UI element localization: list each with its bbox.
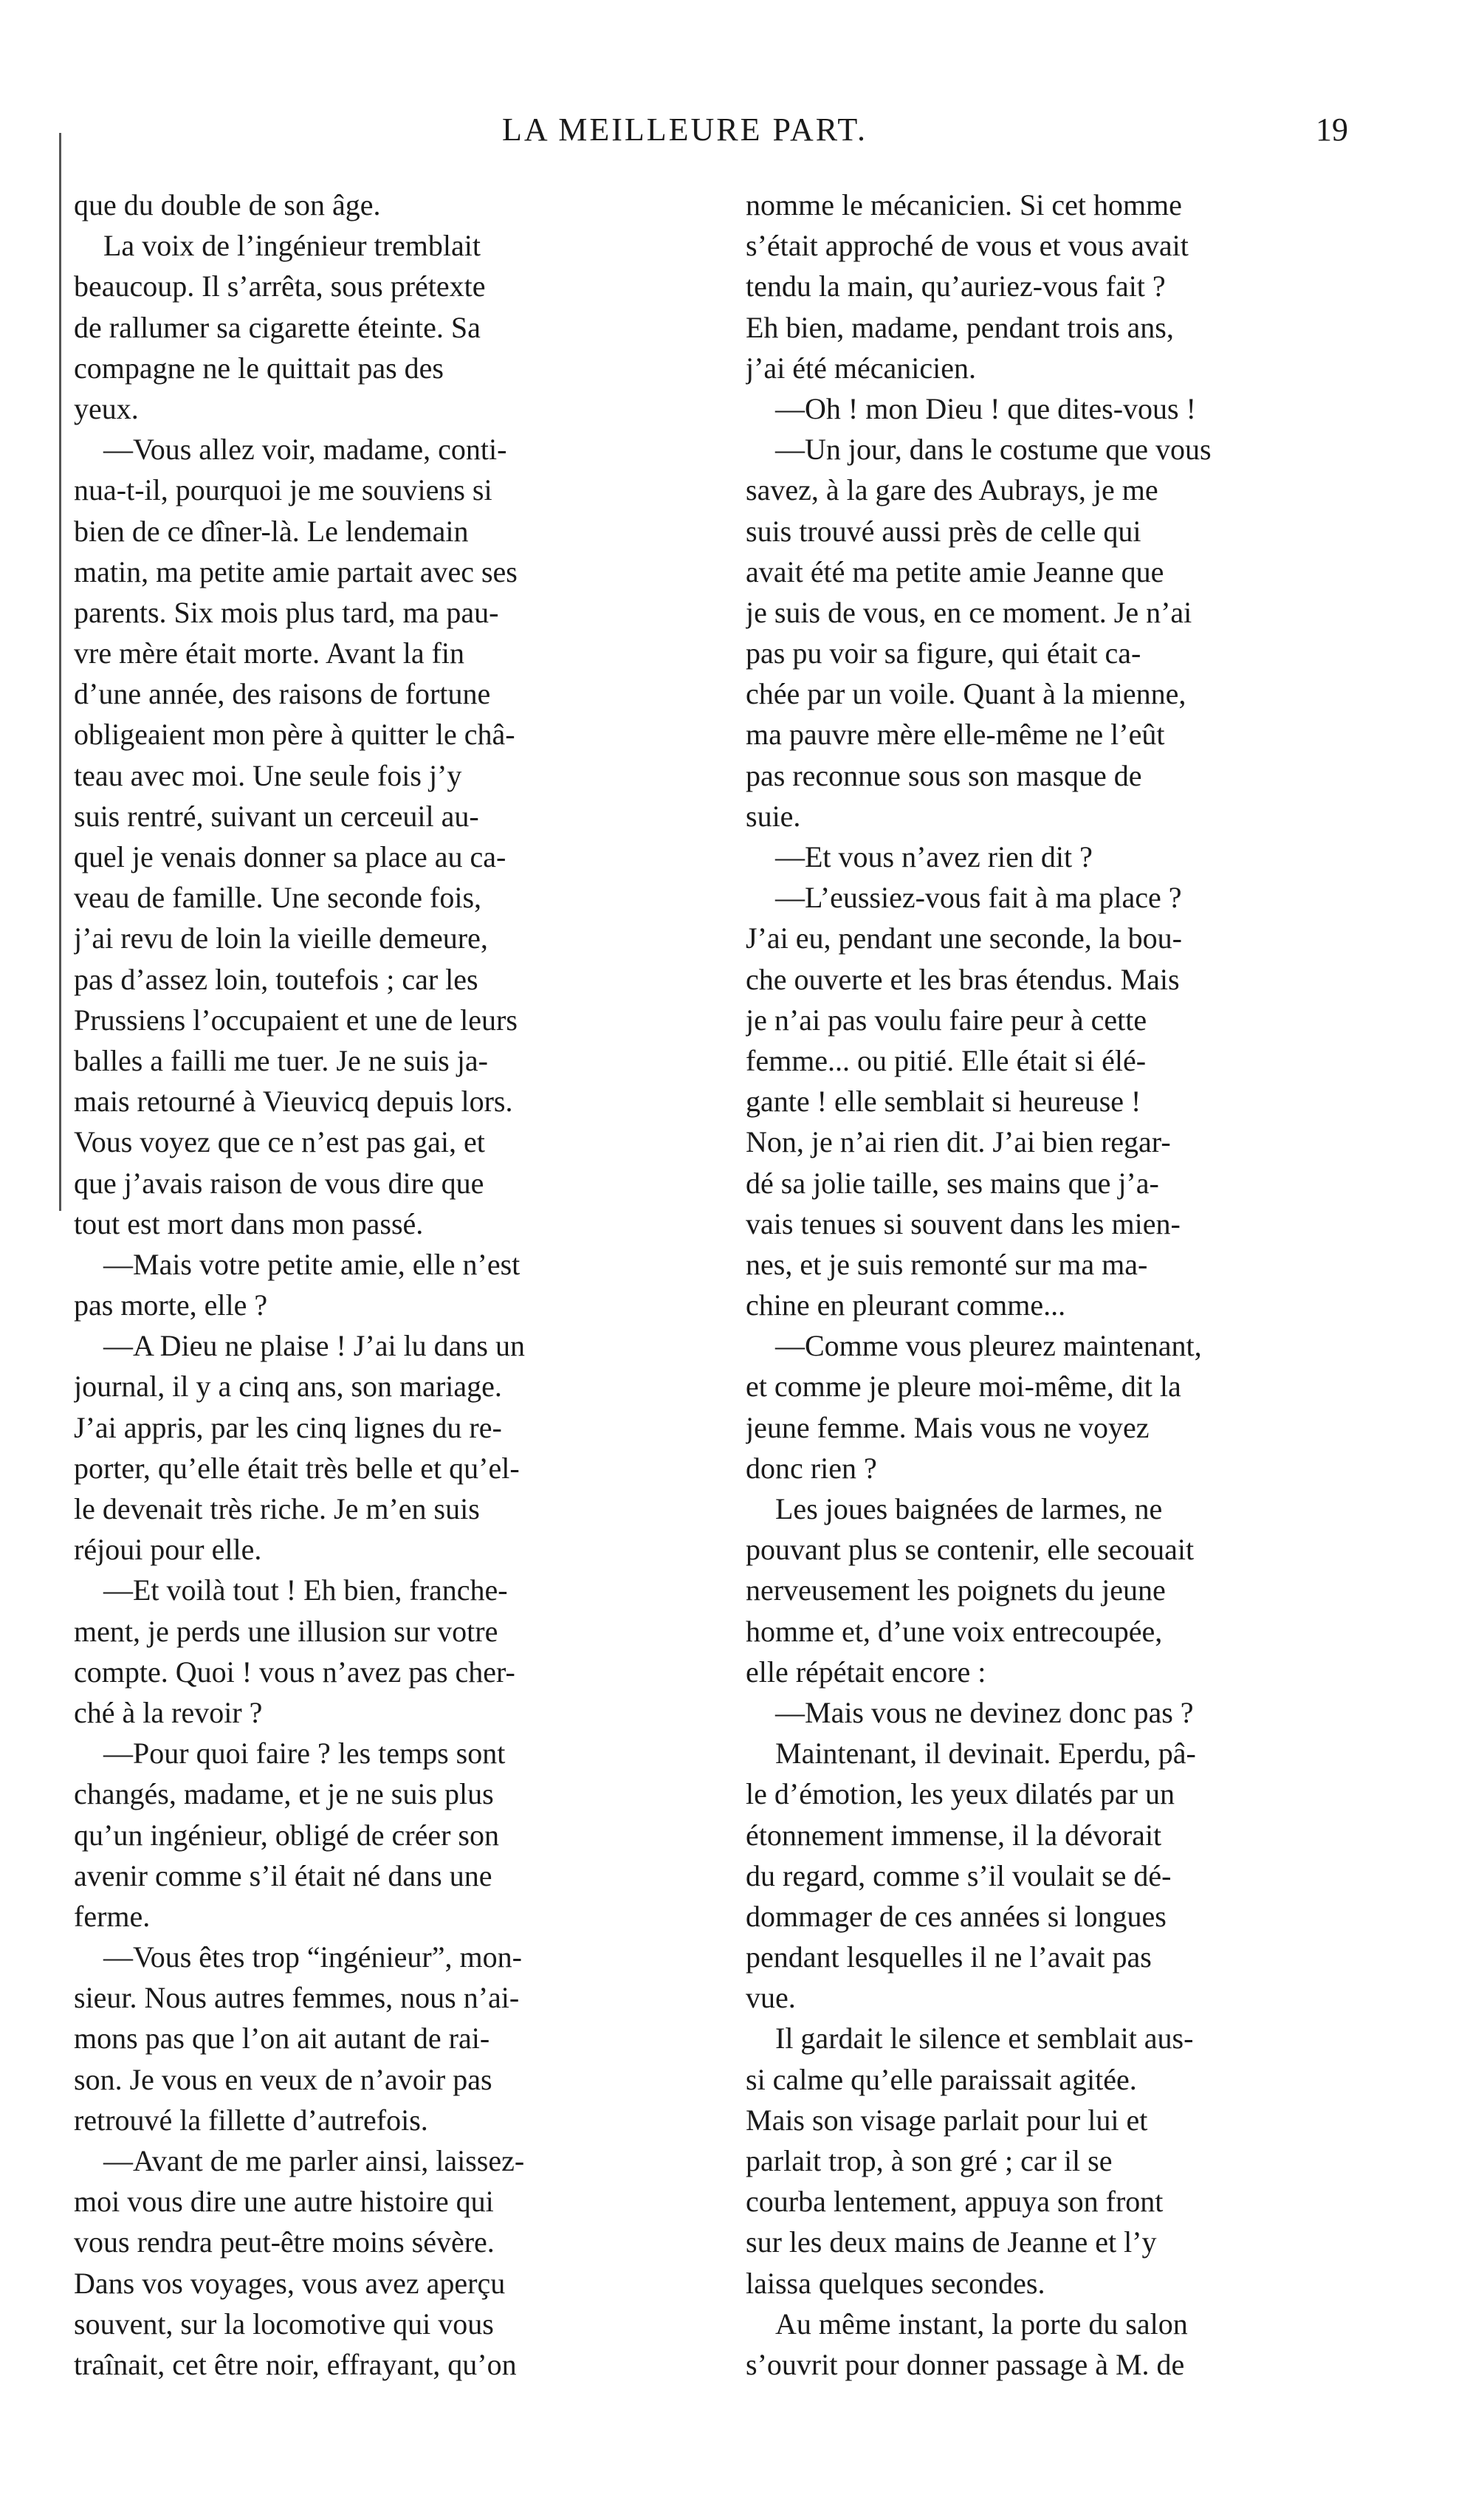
text-line: s’était approché de vous et vous avait [746, 229, 1189, 263]
text-line: quel je venais donner sa place au ca- [74, 840, 506, 873]
text-line: et comme je pleure moi-même, dit la [746, 1370, 1181, 1404]
text-line: Il gardait le silence et semblait aus- [775, 2022, 1194, 2056]
text-line: tendu la main, qu’auriez-vous fait ? [746, 269, 1166, 303]
text-line: retrouvé la fillette d’autrefois. [74, 2103, 428, 2137]
text-line: femme... ou pitié. Elle était si élé- [746, 1043, 1147, 1077]
text-line: —Vous allez voir, madame, conti- [103, 433, 507, 467]
text-line: teau avec moi. Une seule fois j’y [74, 758, 462, 792]
text-line: Vous voyez que ce n’est pas gai, et [74, 1125, 485, 1159]
text-line: nomme le mécanicien. Si cet homme [746, 188, 1182, 222]
text-line: j’ai revu de loin la vieille demeure, [74, 921, 488, 955]
text-line: La voix de l’ingénieur tremblait [103, 229, 481, 263]
text-line: —Pour quoi faire ? les temps sont [103, 1737, 506, 1771]
text-line: bien de ce dîner-là. Le lendemain [74, 514, 469, 548]
text-line: suis trouvé aussi près de celle qui [746, 514, 1141, 548]
text-line: pendant lesquelles il ne l’avait pas [746, 1940, 1152, 1974]
text-line: journal, il y a cinq ans, son mariage. [74, 1370, 502, 1404]
text-line: —Et vous n’avez rien dit ? [775, 840, 1093, 873]
text-line: matin, ma petite amie partait avec ses [74, 554, 518, 588]
text-line: son. Je vous en veux de n’avoir pas [74, 2062, 492, 2096]
text-line: porter, qu’elle était très belle et qu’el- [74, 1451, 520, 1485]
text-line: balles a failli me tuer. Je ne suis ja- [74, 1043, 488, 1077]
text-line: moi vous dire une autre histoire qui [74, 2185, 494, 2219]
text-line: ment, je perds une illusion sur votre [74, 1614, 498, 1648]
text-line: Dans vos voyages, vous avez aperçu [74, 2266, 506, 2300]
text-line: ma pauvre mère elle-même ne l’eût [746, 718, 1165, 752]
text-line: J’ai appris, par les cinq lignes du re- [74, 1410, 502, 1444]
text-line: s’ouvrit pour donner passage à M. de [746, 2347, 1185, 2381]
text-line: pas reconnue sous son masque de [746, 758, 1142, 792]
text-line: pas pu voir sa figure, qui était ca- [746, 636, 1141, 670]
text-line: elle répétait encore : [746, 1655, 986, 1689]
text-line: chine en pleurant comme... [746, 1288, 1066, 1322]
text-line: que j’avais raison de vous dire que [74, 1166, 484, 1200]
margin-rule [59, 133, 61, 1211]
text-line: réjoui pour elle. [74, 1533, 262, 1567]
text-line: le devenait très riche. Je m’en suis [74, 1492, 480, 1525]
text-line: —Mais vous ne devinez donc pas ? [775, 1695, 1194, 1729]
text-line: souvent, sur la locomotive qui vous [74, 2307, 494, 2341]
text-line: parlait trop, à son gré ; car il se [746, 2144, 1113, 2177]
text-line: obligeaient mon père à quitter le châ- [74, 718, 515, 752]
text-line: —L’eussiez-vous fait à ma place ? [775, 881, 1182, 915]
text-line: sur les deux mains de Jeanne et l’y [746, 2225, 1157, 2259]
text-line: savez, à la gare des Aubrays, je me [746, 473, 1158, 507]
text-line: gante ! elle semblait si heureuse ! [746, 1085, 1141, 1119]
text-line: pas morte, elle ? [74, 1288, 268, 1322]
text-line: nerveusement les poignets du jeune [746, 1573, 1166, 1607]
text-line: mais retourné à Vieuvicq depuis lors. [74, 1085, 513, 1119]
text-line: Non, je n’ai rien dit. J’ai bien regar- [746, 1125, 1171, 1159]
text-line: J’ai eu, pendant une seconde, la bou- [746, 921, 1182, 955]
text-line: avenir comme s’il était né dans une [74, 1858, 492, 1892]
text-line: qu’un ingénieur, obligé de créer son [74, 1818, 499, 1852]
text-line: laissa quelques secondes. [746, 2266, 1045, 2300]
text-line: —Un jour, dans le costume que vous [775, 433, 1212, 467]
text-line: j’ai été mécanicien. [746, 351, 977, 385]
text-line: beaucoup. Il s’arrêta, sous prétexte [74, 269, 486, 303]
text-line: pouvant plus se contenir, elle secouait [746, 1533, 1195, 1567]
text-line: d’une année, des raisons de fortune [74, 677, 491, 711]
left-column [74, 185, 724, 2385]
text-line: —Comme vous pleurez maintenant, [775, 1329, 1202, 1363]
text-line: si calme qu’elle paraissait agitée. [746, 2062, 1137, 2096]
text-line: ché à la revoir ? [74, 1695, 263, 1729]
text-line: Mais son visage parlait pour lui et [746, 2103, 1148, 2137]
text-line: je suis de vous, en ce moment. Je n’ai [746, 595, 1192, 629]
text-line: Au même instant, la porte du salon [775, 2307, 1188, 2341]
right-column [746, 185, 1395, 2385]
text-line: —Avant de me parler ainsi, laissez- [103, 2144, 525, 2177]
text-line: pas d’assez loin, toutefois ; car les [74, 962, 478, 996]
text-line: dommager de ces années si longues [746, 1899, 1167, 1933]
text-line: donc rien ? [746, 1451, 877, 1485]
text-line: ferme. [74, 1899, 151, 1933]
text-line: veau de famille. Une seconde fois, [74, 881, 482, 915]
text-line: traînait, cet être noir, effrayant, qu’on [74, 2347, 517, 2381]
text-line: Prussiens l’occupaient et une de leurs [74, 1003, 518, 1037]
text-line: —Vous êtes trop “ingénieur”, mon- [103, 1940, 522, 1974]
text-line: changés, madame, et je ne suis plus [74, 1777, 494, 1811]
text-line: vre mère était morte. Avant la fin [74, 636, 465, 670]
text-line: vue. [746, 1981, 796, 2015]
text-line: homme et, d’une voix entrecoupée, [746, 1614, 1163, 1648]
text-line: —Mais votre petite amie, elle n’est [103, 1247, 521, 1281]
text-line: jeune femme. Mais vous ne voyez [746, 1410, 1150, 1444]
text-line: du regard, comme s’il voulait se dé- [746, 1858, 1172, 1892]
text-line: le d’émotion, les yeux dilatés par un [746, 1777, 1175, 1811]
text-line: parents. Six mois plus tard, ma pau- [74, 595, 499, 629]
text-line: nua-t-il, pourquoi je me souviens si [74, 473, 492, 507]
text-line: sieur. Nous autres femmes, nous n’ai- [74, 1981, 520, 2015]
text-line: je n’ai pas voulu faire peur à cette [746, 1003, 1147, 1037]
text-line: vous rendra peut-être moins sévère. [74, 2225, 495, 2259]
text-line: suis rentré, suivant un cerceuil au- [74, 799, 479, 833]
text-line: che ouverte et les bras étendus. Mais [746, 962, 1180, 996]
text-line: tout est mort dans mon passé. [74, 1206, 424, 1240]
text-line: avait été ma petite amie Jeanne que [746, 554, 1164, 588]
text-line: étonnement immense, il la dévorait [746, 1818, 1162, 1852]
page-number: 19 [1316, 111, 1348, 148]
text-line: yeux. [74, 391, 139, 425]
text-line: Maintenant, il devinait. Eperdu, pâ- [775, 1737, 1196, 1771]
text-line: compte. Quoi ! vous n’avez pas cher- [74, 1655, 515, 1689]
text-line: chée par un voile. Quant à la mienne, [746, 677, 1186, 711]
text-line: Les joues baignées de larmes, ne [775, 1492, 1163, 1525]
text-line: nes, et je suis remonté sur ma ma- [746, 1247, 1148, 1281]
text-line: suie. [746, 799, 801, 833]
text-line: —Oh ! mon Dieu ! que dites-vous ! [775, 391, 1196, 425]
text-line: courba lentement, appuya son front [746, 2185, 1164, 2219]
text-line: dé sa jolie taille, ses mains que j’a- [746, 1166, 1159, 1200]
text-line: de rallumer sa cigarette éteinte. Sa [74, 310, 481, 344]
text-line: —Et voilà tout ! Eh bien, franche- [103, 1573, 508, 1607]
text-line: Eh bien, madame, pendant trois ans, [746, 310, 1174, 344]
text-line: compagne ne le quittait pas des [74, 351, 444, 385]
text-line: —A Dieu ne plaise ! J’ai lu dans un [103, 1329, 525, 1363]
text-line: que du double de son âge. [74, 188, 381, 222]
text-line: vais tenues si souvent dans les mien- [746, 1206, 1181, 1240]
text-line: mons pas que l’on ait autant de rai- [74, 2022, 490, 2056]
running-title: LA MEILLEURE PART. [502, 111, 868, 148]
